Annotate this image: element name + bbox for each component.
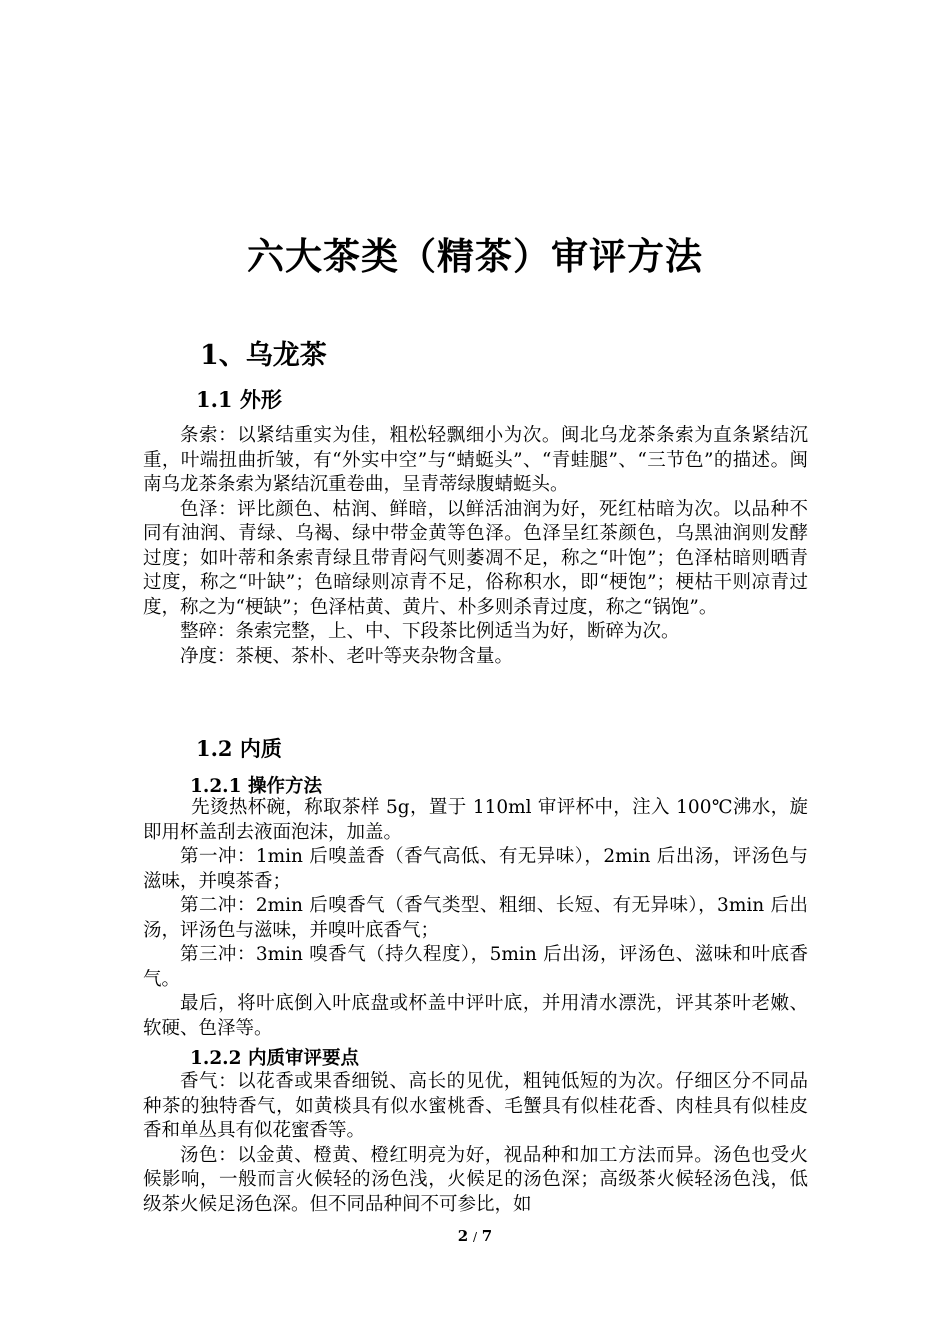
paragraph-preparation: 先烫热杯碗，称取茶样 5g，置于 110ml 审评杯中，注入 100℃沸水，旋即用杯盖刮去液面泡沫，加盖。 bbox=[143, 797, 808, 843]
paragraph-leaf-bottom: 最后，将叶底倒入叶底盘或杯盖中评叶底，并用清水漂洗，评其茶叶老嫩、软硬、色泽等。 bbox=[143, 993, 808, 1039]
appearance-body bbox=[143, 424, 808, 669]
paragraph-liquor-color: 汤色：以金黄、橙黄、橙红明亮为好，视品种和加工方法而异。汤色也受火候影响，一般而言火候轻的汤色浅，火候足的汤色深；高级茶火候轻汤色浅，低级茶火候足汤色深。但不同品种间不可参比，如 bbox=[143, 1144, 808, 1215]
page-separator: / bbox=[472, 1230, 478, 1244]
paragraph-integrity: 整碎：条索完整，上、中、下段茶比例适当为好，断碎为次。 bbox=[180, 621, 680, 642]
page-footer bbox=[0, 1227, 950, 1245]
subsection-heading-key-points: 1.2.2 内质审评要点 bbox=[190, 1048, 359, 1069]
key-points-body bbox=[143, 1070, 808, 1217]
paragraph-color: 色泽：评比颜色、枯润、鲜暗，以鲜活油润为好，死红枯暗为次。以品种不同有油润、青绿、乌褐、绿中带金黄等色泽。色泽呈红茶颜色，乌黑油润则发酵过度；如叶蒂和条索青绿且带青闷气则萎凋不足，称之“叶饱”；色泽枯暗则晒青过度，称之“叶缺”；色暗绿则凉青不足，俗称积水，即“梗饱”；梗枯干则凉青过度，称之为“梗缺”；色泽枯黄、黄片、朴多则杀青过度，称之“锅饱”。 bbox=[143, 498, 808, 618]
paragraph-first-brew: 第一冲：1min 后嗅盖香（香气高低、有无异味），2min 后出汤，评汤色与滋味，并嗅茶香； bbox=[143, 846, 808, 892]
paragraph-third-brew: 第三冲：3min 嗅香气（持久程度），5min 后出汤，评汤色、滋味和叶底香气。 bbox=[143, 944, 808, 990]
subsection-heading-quality: 1.2 内质 bbox=[196, 736, 282, 761]
section-heading-oolong: 1、乌龙茶 bbox=[200, 340, 327, 371]
paragraph-strip: 条索：以紧结重实为佳，粗松轻飘细小为次。闽北乌龙茶条索为直条紧结沉重，叶端扭曲折皱，有“外实中空”与“蜻蜓头”、“青蛙腿”、“三节色”的描述。闽南乌龙茶条索为紧结沉重卷曲，呈青蒂绿腹蜻蜓头。 bbox=[143, 425, 808, 495]
paragraph-second-brew: 第二冲：2min 后嗅香气（香气类型、粗细、长短、有无异味），3min 后出汤，评汤色与滋味，并嗅叶底香气； bbox=[143, 895, 808, 941]
paragraph-aroma: 香气：以花香或果香细锐、高长的见优，粗钝低短的为次。仔细区分不同品种茶的独特香气，如黄棪具有似水蜜桃香、毛蟹具有似桂花香、肉桂具有似桂皮香和单丛具有似花蜜香等。 bbox=[143, 1071, 808, 1141]
document-title: 六大茶类（精茶）审评方法 bbox=[247, 234, 703, 278]
subsection-heading-appearance: 1.1 外形 bbox=[196, 387, 282, 412]
page-total: 7 bbox=[481, 1227, 493, 1245]
subsection-heading-method: 1.2.1 操作方法 bbox=[190, 776, 322, 797]
method-body bbox=[143, 796, 808, 1041]
page-number: 2 bbox=[457, 1227, 469, 1245]
paragraph-purity: 净度：茶梗、茶朴、老叶等夹杂物含量。 bbox=[180, 645, 514, 667]
